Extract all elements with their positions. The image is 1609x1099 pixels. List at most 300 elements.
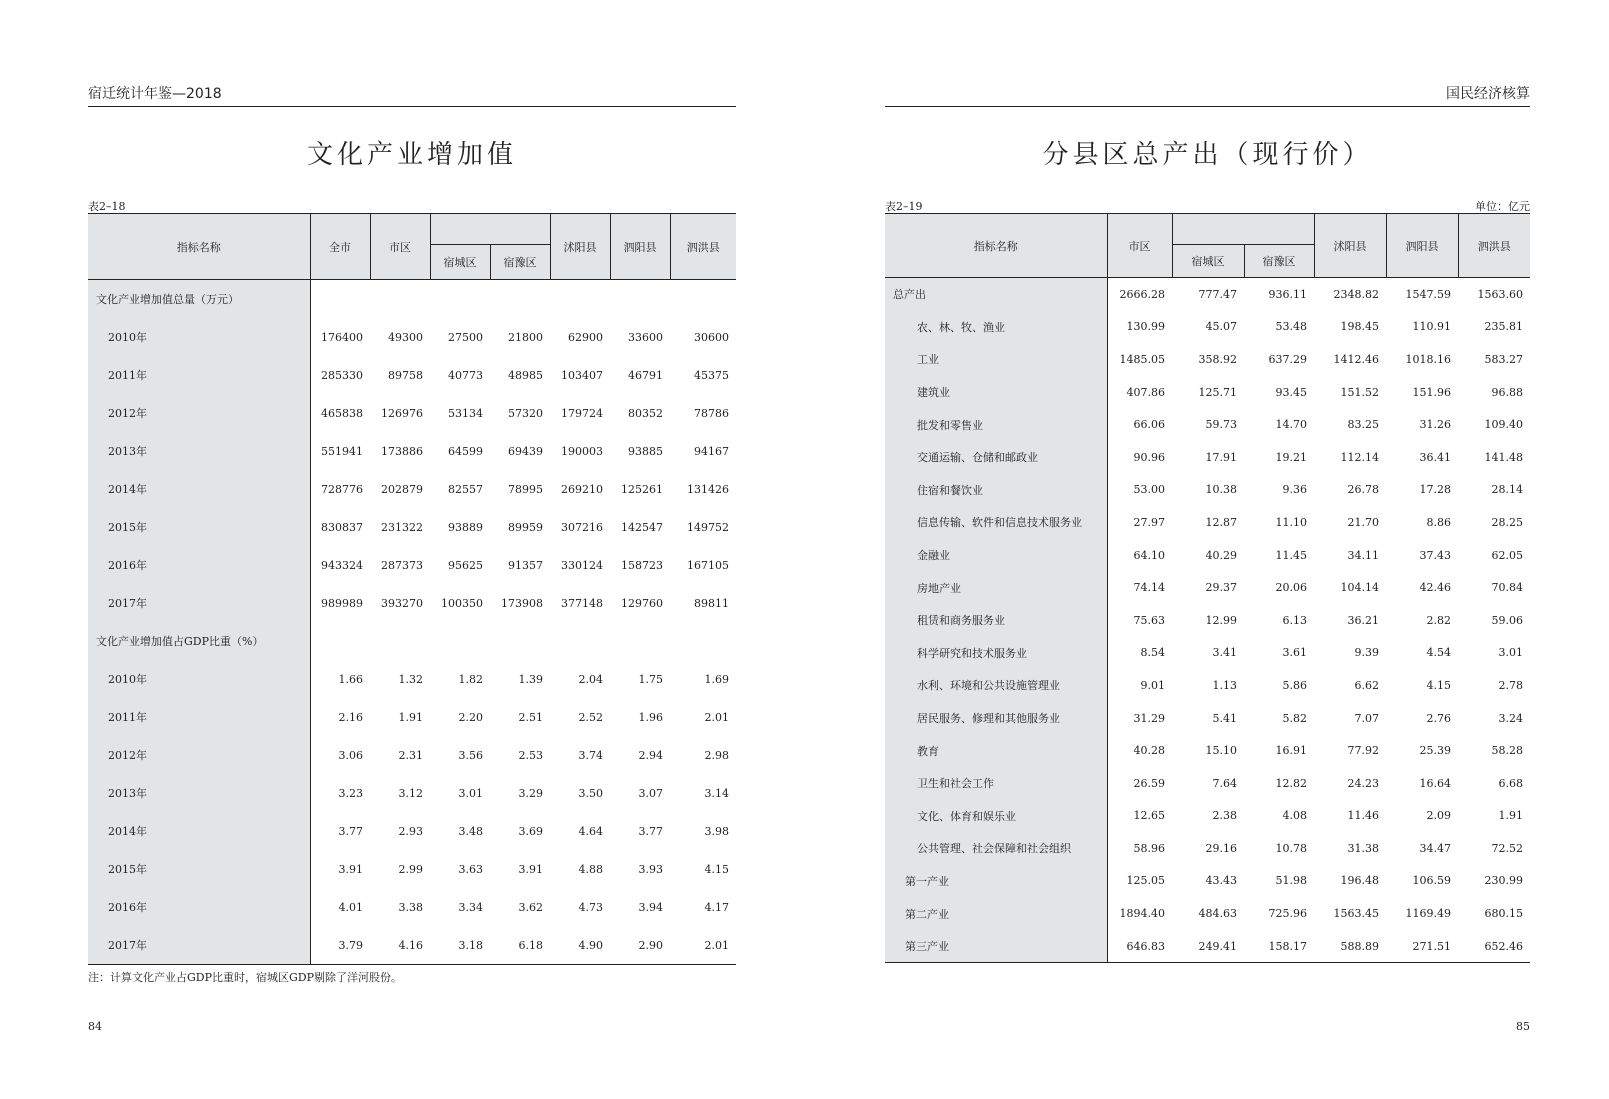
cell-value: 40.29 [1205, 548, 1237, 562]
cell-value: 3.07 [638, 786, 663, 800]
page-title: 文化产业增加值 [306, 140, 517, 170]
table-row [88, 660, 736, 698]
cell-value [370, 622, 430, 660]
cell-value: 173908 [501, 596, 543, 610]
cell-value: 3.77 [638, 824, 663, 838]
header-name: 指标名称 [885, 214, 1107, 278]
cell-value: 40.28 [1133, 744, 1165, 758]
cell-value: 1.69 [704, 672, 729, 686]
cell-value: 53.48 [1275, 320, 1307, 334]
cell-value: 129760 [621, 596, 663, 610]
row-label: 批发和零售业 [885, 408, 1107, 441]
cell-value: 4.88 [578, 862, 603, 876]
row-label: 文化产业增加值总量（万元） [88, 280, 310, 319]
row-label: 租赁和商务服务业 [885, 604, 1107, 637]
cell-value: 235.81 [1484, 320, 1523, 334]
header-name: 指标名称 [88, 214, 310, 280]
cell-value: 7.07 [1354, 711, 1379, 725]
cell-value: 7.64 [1212, 776, 1237, 790]
row-label: 2017年 [88, 584, 310, 622]
table-row [885, 897, 1530, 930]
cell-value: 1.75 [638, 672, 663, 686]
table-row [88, 280, 736, 319]
cell-value: 75.63 [1133, 613, 1165, 627]
row-label: 2017年 [88, 926, 310, 965]
cell-value: 31.26 [1419, 418, 1451, 432]
row-label: 2014年 [88, 470, 310, 508]
cell-value [610, 622, 670, 660]
row-label: 水利、环境和公共设施管理业 [885, 669, 1107, 702]
cell-value: 588.89 [1340, 939, 1379, 953]
cell-value: 19.21 [1275, 450, 1307, 464]
cell-value: 27.97 [1133, 515, 1165, 529]
table-row [88, 812, 736, 850]
cell-value: 2.16 [338, 710, 363, 724]
cell-value: 89811 [694, 596, 729, 610]
cell-value: 89758 [388, 368, 423, 382]
table-number: 表2–19 [885, 200, 923, 213]
cell-value: 8.54 [1140, 646, 1165, 660]
cell-value: 4.01 [338, 900, 363, 914]
culture-industry-table [88, 213, 736, 965]
row-label: 建筑业 [885, 376, 1107, 409]
cell-value: 78995 [508, 482, 543, 496]
cell-value: 269210 [561, 482, 603, 496]
cell-value: 28.25 [1491, 515, 1523, 529]
cell-value: 83.25 [1347, 418, 1379, 432]
cell-value: 20.06 [1275, 581, 1307, 595]
gross-output-table [885, 213, 1530, 963]
cell-value: 16.64 [1419, 776, 1451, 790]
cell-value: 4.15 [704, 862, 729, 876]
cell-value: 2.04 [578, 672, 603, 686]
row-label: 交通运输、仓储和邮政业 [885, 441, 1107, 474]
cell-value: 3.61 [1282, 646, 1307, 660]
cell-value: 1.32 [398, 672, 423, 686]
table-row [885, 865, 1530, 898]
cell-value [310, 280, 370, 319]
cell-value: 202879 [381, 482, 423, 496]
row-label: 2016年 [88, 888, 310, 926]
cell-value: 393270 [381, 596, 423, 610]
header-sucheng: 宿城区 [1172, 245, 1244, 278]
cell-value: 646.83 [1126, 939, 1165, 953]
table-row [885, 734, 1530, 767]
cell-value: 271.51 [1412, 939, 1451, 953]
cell-value: 2.99 [398, 862, 423, 876]
cell-value: 2.51 [518, 710, 543, 724]
cell-value: 1563.45 [1333, 907, 1379, 921]
cell-value: 167105 [687, 558, 729, 572]
right-page [885, 0, 1530, 1099]
cell-value: 6.68 [1498, 776, 1523, 790]
cell-value: 1.91 [1498, 809, 1523, 823]
cell-value: 91357 [508, 558, 543, 572]
cell-value [550, 280, 610, 319]
cell-value: 28.14 [1491, 483, 1523, 497]
table-row [885, 376, 1530, 409]
row-label: 信息传输、软件和信息技术服务业 [885, 506, 1107, 539]
cell-value: 3.91 [338, 862, 363, 876]
header-siyang: 泗阳县 [610, 214, 670, 280]
cell-value: 29.16 [1205, 841, 1237, 855]
cell-value: 1.66 [338, 672, 363, 686]
cell-value: 4.16 [398, 938, 423, 952]
table-body [88, 280, 736, 965]
row-label: 工业 [885, 343, 1107, 376]
table-note: 注：计算文化产业占GDP比重时，宿城区GDP剔除了洋河股份。 [88, 971, 403, 984]
table-row [885, 669, 1530, 702]
cell-value: 3.24 [1498, 711, 1523, 725]
header-city: 市区 [1107, 214, 1172, 278]
cell-value: 2.78 [1498, 678, 1523, 692]
cell-value: 2.93 [398, 824, 423, 838]
cell-value: 1563.60 [1458, 278, 1530, 311]
cell-value: 2.31 [398, 748, 423, 762]
cell-value: 21.70 [1347, 515, 1379, 529]
running-head: 国民经济核算 [885, 84, 1530, 107]
cell-value: 3.98 [704, 824, 729, 838]
cell-value: 3.63 [458, 862, 483, 876]
cell-value: 9.39 [1354, 646, 1379, 660]
cell-value: 158.17 [1268, 939, 1307, 953]
cell-value [430, 622, 490, 660]
cell-value: 151.96 [1412, 385, 1451, 399]
cell-value: 377148 [561, 596, 603, 610]
cell-value: 77.92 [1347, 744, 1379, 758]
table-row [88, 774, 736, 812]
table-row [885, 637, 1530, 670]
cell-value: 30600 [694, 330, 729, 344]
cell-value: 1894.40 [1119, 907, 1165, 921]
cell-value: 70.84 [1491, 581, 1523, 595]
cell-value: 287373 [381, 558, 423, 572]
cell-value [310, 622, 370, 660]
cell-value: 53.00 [1133, 483, 1165, 497]
cell-value: 16.91 [1275, 744, 1307, 758]
cell-value: 34.47 [1419, 841, 1451, 855]
row-label: 2015年 [88, 850, 310, 888]
cell-value: 1.13 [1212, 678, 1237, 692]
table-row [885, 604, 1530, 637]
cell-value: 31.29 [1133, 711, 1165, 725]
cell-value [670, 280, 736, 319]
table-row [885, 767, 1530, 800]
cell-value: 4.73 [578, 900, 603, 914]
cell-value: 1412.46 [1333, 352, 1379, 366]
cell-value: 2.82 [1426, 613, 1451, 627]
cell-value: 149752 [687, 520, 729, 534]
cell-value: 45.07 [1205, 320, 1237, 334]
cell-value: 2.52 [578, 710, 603, 724]
table-number: 表2–18 [88, 200, 126, 213]
cell-value: 10.38 [1205, 483, 1237, 497]
cell-value: 5.82 [1282, 711, 1307, 725]
cell-value: 40773 [448, 368, 483, 382]
cell-value: 5.41 [1212, 711, 1237, 725]
cell-value: 830837 [321, 520, 363, 534]
cell-value: 2.90 [638, 938, 663, 952]
cell-value: 3.41 [1212, 646, 1237, 660]
table-row [88, 508, 736, 546]
cell-value: 725.96 [1268, 907, 1307, 921]
cell-value: 9.01 [1140, 678, 1165, 692]
cell-value: 4.17 [704, 900, 729, 914]
cell-value: 2.09 [1426, 809, 1451, 823]
cell-value: 158723 [621, 558, 663, 572]
cell-value: 10.78 [1275, 841, 1307, 855]
cell-value: 484.63 [1198, 907, 1237, 921]
cell-value: 2.53 [518, 748, 543, 762]
row-label: 文化产业增加值占GDP比重（%） [88, 622, 310, 660]
cell-value: 93889 [448, 520, 483, 534]
table-row [88, 546, 736, 584]
table-row [885, 571, 1530, 604]
cell-value: 1547.59 [1386, 278, 1458, 311]
unit-label: 单位：亿元 [1475, 200, 1530, 213]
cell-value: 125.71 [1198, 385, 1237, 399]
header-sihong: 泗洪县 [670, 214, 736, 280]
table-row [885, 832, 1530, 865]
table-row [885, 343, 1530, 376]
cell-value: 249.41 [1198, 939, 1237, 953]
cell-value: 3.34 [458, 900, 483, 914]
table-row [88, 736, 736, 774]
cell-value: 74.14 [1133, 581, 1165, 595]
cell-value: 89959 [508, 520, 543, 534]
table-row [88, 318, 736, 356]
cell-value: 125261 [621, 482, 663, 496]
cell-value: 198.45 [1340, 320, 1379, 334]
row-label: 卫生和社会工作 [885, 767, 1107, 800]
cell-value [370, 280, 430, 319]
table-row [885, 930, 1530, 963]
cell-value: 12.82 [1275, 776, 1307, 790]
cell-value: 551941 [321, 444, 363, 458]
row-label: 总产出 [885, 278, 1107, 311]
cell-value: 62.05 [1491, 548, 1523, 562]
cell-value: 3.14 [704, 786, 729, 800]
cell-value: 11.10 [1275, 515, 1307, 529]
cell-value: 103407 [561, 368, 603, 382]
cell-value: 330124 [561, 558, 603, 572]
cell-value: 465838 [321, 406, 363, 420]
cell-value: 14.70 [1275, 418, 1307, 432]
cell-value: 2.98 [704, 748, 729, 762]
cell-value: 6.13 [1282, 613, 1307, 627]
cell-value: 3.79 [338, 938, 363, 952]
cell-value: 3.18 [458, 938, 483, 952]
cell-value: 95625 [448, 558, 483, 572]
cell-value: 6.18 [518, 938, 543, 952]
header-sihong: 泗洪县 [1458, 214, 1530, 278]
cell-value: 36.41 [1419, 450, 1451, 464]
cell-value: 4.54 [1426, 646, 1451, 660]
table-row [885, 278, 1530, 311]
cell-value: 4.15 [1426, 678, 1451, 692]
cell-value: 12.65 [1133, 809, 1165, 823]
header-suyu: 宿豫区 [1244, 245, 1314, 278]
cell-value: 4.90 [578, 938, 603, 952]
cell-value: 3.23 [338, 786, 363, 800]
cell-value: 21800 [508, 330, 543, 344]
cell-value: 12.99 [1205, 613, 1237, 627]
cell-value: 58.28 [1491, 744, 1523, 758]
cell-value: 42.46 [1419, 581, 1451, 595]
cell-value: 94167 [694, 444, 729, 458]
cell-value: 1.91 [398, 710, 423, 724]
row-label: 教育 [885, 734, 1107, 767]
cell-value: 126976 [381, 406, 423, 420]
cell-value: 407.86 [1126, 385, 1165, 399]
row-label: 第二产业 [885, 897, 1107, 930]
cell-value: 110.91 [1412, 320, 1451, 334]
row-label: 2011年 [88, 356, 310, 394]
row-label: 住宿和餐饮业 [885, 474, 1107, 507]
cell-value: 48985 [508, 368, 543, 382]
row-label: 2011年 [88, 698, 310, 736]
cell-value: 285330 [321, 368, 363, 382]
cell-value: 1.96 [638, 710, 663, 724]
cell-value: 652.46 [1484, 939, 1523, 953]
cell-value [550, 622, 610, 660]
cell-value: 33600 [628, 330, 663, 344]
cell-value: 58.96 [1133, 841, 1165, 855]
cell-value: 3.38 [398, 900, 423, 914]
cell-value: 142547 [621, 520, 663, 534]
cell-value: 12.87 [1205, 515, 1237, 529]
cell-value: 109.40 [1484, 418, 1523, 432]
table-row [88, 470, 736, 508]
cell-value: 24.23 [1347, 776, 1379, 790]
table-row [88, 432, 736, 470]
cell-value: 64.10 [1133, 548, 1165, 562]
row-label: 居民服务、修理和其他服务业 [885, 702, 1107, 735]
cell-value [670, 622, 736, 660]
row-label: 金融业 [885, 539, 1107, 572]
cell-value: 3.01 [458, 786, 483, 800]
table-row [88, 584, 736, 622]
cell-value: 8.86 [1426, 515, 1451, 529]
cell-value: 46791 [628, 368, 663, 382]
cell-value: 125.05 [1126, 874, 1165, 888]
cell-value: 2348.82 [1314, 278, 1386, 311]
cell-value: 1018.16 [1405, 352, 1451, 366]
row-label: 2013年 [88, 774, 310, 812]
cell-value [430, 280, 490, 319]
page-title: 分县区总产出（现行价） [1042, 140, 1373, 170]
cell-value: 1.82 [458, 672, 483, 686]
table-row [88, 356, 736, 394]
cell-value: 179724 [561, 406, 603, 420]
table-row [885, 800, 1530, 833]
row-label: 2016年 [88, 546, 310, 584]
cell-value: 3.62 [518, 900, 543, 914]
cell-value: 59.73 [1205, 418, 1237, 432]
cell-value: 49300 [388, 330, 423, 344]
cell-value: 112.14 [1340, 450, 1379, 464]
table-row [885, 474, 1530, 507]
table-row [885, 408, 1530, 441]
table-row [885, 441, 1530, 474]
table-row [885, 311, 1530, 344]
cell-value [490, 280, 550, 319]
cell-value: 173886 [381, 444, 423, 458]
table-row [88, 698, 736, 736]
header-city: 市区 [370, 214, 430, 280]
header-all: 全市 [310, 214, 370, 280]
cell-value: 4.08 [1282, 809, 1307, 823]
cell-value: 1485.05 [1119, 352, 1165, 366]
cell-value: 104.14 [1340, 581, 1379, 595]
cell-value: 989989 [321, 596, 363, 610]
cell-value: 59.06 [1491, 613, 1523, 627]
cell-value: 728776 [321, 482, 363, 496]
cell-value: 37.43 [1419, 548, 1451, 562]
cell-value: 31.38 [1347, 841, 1379, 855]
cell-value [610, 280, 670, 319]
cell-value: 176400 [321, 330, 363, 344]
cell-value: 36.21 [1347, 613, 1379, 627]
cell-value: 1169.49 [1405, 907, 1451, 921]
table-row [88, 622, 736, 660]
page-number: 84 [88, 1020, 102, 1033]
row-label: 房地产业 [885, 571, 1107, 604]
row-label: 2010年 [88, 660, 310, 698]
cell-value: 5.86 [1282, 678, 1307, 692]
cell-value: 96.88 [1491, 385, 1523, 399]
cell-value: 131426 [687, 482, 729, 496]
cell-value: 45375 [694, 368, 729, 382]
cell-value: 2.76 [1426, 711, 1451, 725]
cell-value: 53134 [448, 406, 483, 420]
cell-value: 151.52 [1340, 385, 1379, 399]
header-sucheng: 宿城区 [430, 245, 490, 280]
cell-value: 358.92 [1198, 352, 1237, 366]
cell-value: 3.93 [638, 862, 663, 876]
cell-value: 3.06 [338, 748, 363, 762]
header-siyang: 泗阳县 [1386, 214, 1458, 278]
table-row [885, 506, 1530, 539]
row-label: 2012年 [88, 736, 310, 774]
row-label: 文化、体育和娱乐业 [885, 800, 1107, 833]
cell-value: 936.11 [1244, 278, 1314, 311]
page-number: 85 [1516, 1020, 1530, 1033]
cell-value: 17.91 [1205, 450, 1237, 464]
row-label: 公共管理、社会保障和社会组织 [885, 832, 1107, 865]
table-body [885, 278, 1530, 963]
cell-value: 3.56 [458, 748, 483, 762]
row-label: 第一产业 [885, 865, 1107, 898]
table-row [88, 850, 736, 888]
cell-value: 82557 [448, 482, 483, 496]
cell-value: 3.12 [398, 786, 423, 800]
cell-value: 72.52 [1491, 841, 1523, 855]
cell-value: 15.10 [1205, 744, 1237, 758]
running-head: 宿迁统计年鉴—2018 [88, 84, 736, 107]
cell-value: 78786 [694, 406, 729, 420]
cell-value: 637.29 [1268, 352, 1307, 366]
cell-value: 583.27 [1484, 352, 1523, 366]
cell-value: 3.69 [518, 824, 543, 838]
cell-value: 3.29 [518, 786, 543, 800]
table-row [885, 702, 1530, 735]
cell-value: 3.77 [338, 824, 363, 838]
table-row [88, 926, 736, 965]
cell-value: 29.37 [1205, 581, 1237, 595]
row-label: 2015年 [88, 508, 310, 546]
cell-value: 9.36 [1282, 483, 1307, 497]
